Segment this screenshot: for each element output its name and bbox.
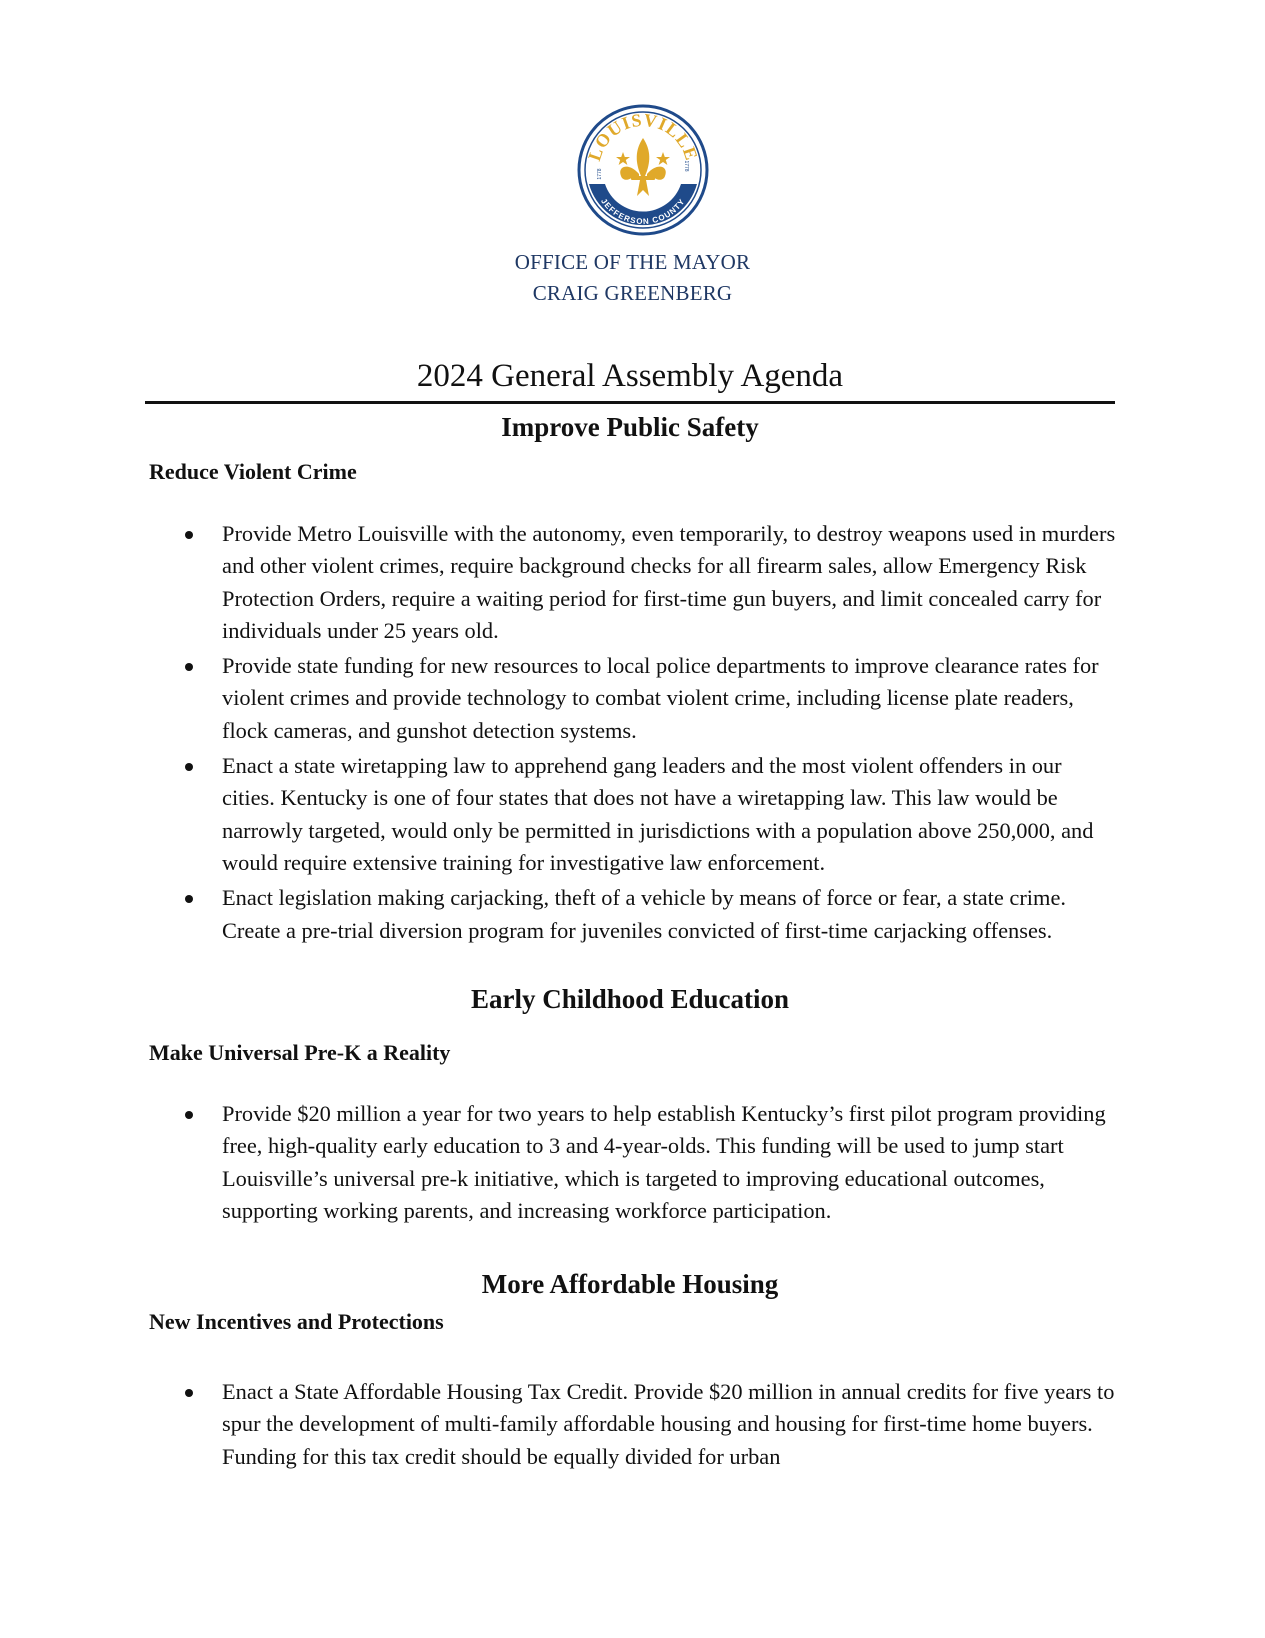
section-heading-public-safety: Improve Public Safety	[501, 412, 759, 442]
list-item: Enact legislation making carjacking, theft of a vehicle by means of force or fear, a state crime. Create a pre-trial diversion program for juveniles convicted of first-time carjacking offenses.	[149, 882, 1119, 947]
list-item: Provide $20 million a year for two years to help establish Kentucky’s first pilot program providing free, high-quality early education to 3 and 4-year-olds. This funding will be used to jump start Louisville’s universal pre-k initiative, which is targeted to improving educational outcomes, supporting working parents, and increasing workforce participation.	[149, 1098, 1119, 1227]
louisville-seal-logo	[577, 104, 709, 236]
svg-text:JEFFERSON COUNTY: JEFFERSON COUNTY	[599, 196, 687, 227]
subheading-incentives-protections: New Incentives and Protections	[149, 1309, 444, 1334]
early-childhood-bullet-list	[149, 1098, 1119, 1230]
bullet-icon	[185, 895, 193, 903]
section-heading-affordable-housing: More Affordable Housing	[481, 1269, 779, 1299]
svg-text:LOUISVILLE: LOUISVILLE	[584, 109, 702, 164]
document-title: 2024 General Assembly Agenda	[416, 358, 844, 394]
subheading-reduce-violent-crime: Reduce Violent Crime	[149, 459, 357, 484]
office-title: OFFICE OF THE MAYOR	[514, 250, 751, 274]
list-item: Enact a state wiretapping law to apprehend gang leaders and the most violent offenders in our cities. Kentucky is one of four states that does not have a wiretapping law. This law would be narrowly targeted, would only be permitted in jurisdictions with a population above 250,000, and would require extensive training for investigative law enforcement.	[149, 750, 1119, 879]
bullet-icon	[185, 531, 193, 539]
list-item: Provide Metro Louisville with the autonomy, even temporarily, to destroy weapons used in murders and other violent crimes, require background checks for all firearm sales, allow Emergency Risk Protection Orders, require a waiting period for first-time gun buyers, and limit concealed carry for individuals under 25 years old.	[149, 518, 1119, 647]
mayor-name: CRAIG GREENBERG	[532, 281, 733, 305]
bullet-icon	[185, 1111, 193, 1119]
section-heading-early-childhood: Early Childhood Education	[470, 984, 790, 1014]
bullet-icon	[185, 663, 193, 671]
svg-text:1778: 1778	[683, 160, 689, 172]
bullet-icon	[185, 1389, 193, 1397]
list-item: Enact a State Affordable Housing Tax Credit. Provide $20 million in annual credits for five years to spur the development of multi-family affordable housing and housing for first-time home buyers. Funding for this tax credit should be equally divided for urban	[149, 1376, 1119, 1473]
housing-bullet-list	[149, 1376, 1119, 1476]
public-safety-bullet-list	[149, 518, 1119, 950]
subheading-universal-prek: Make Universal Pre-K a Reality	[149, 1040, 451, 1065]
list-item: Provide state funding for new resources to local police departments to improve clearance rates for violent crimes and provide technology to combat violent crime, including license plate readers, flock cameras, and gunshot detection systems.	[149, 650, 1119, 747]
svg-text:1778: 1778	[597, 168, 603, 180]
title-divider	[145, 401, 1115, 404]
bullet-icon	[185, 763, 193, 771]
